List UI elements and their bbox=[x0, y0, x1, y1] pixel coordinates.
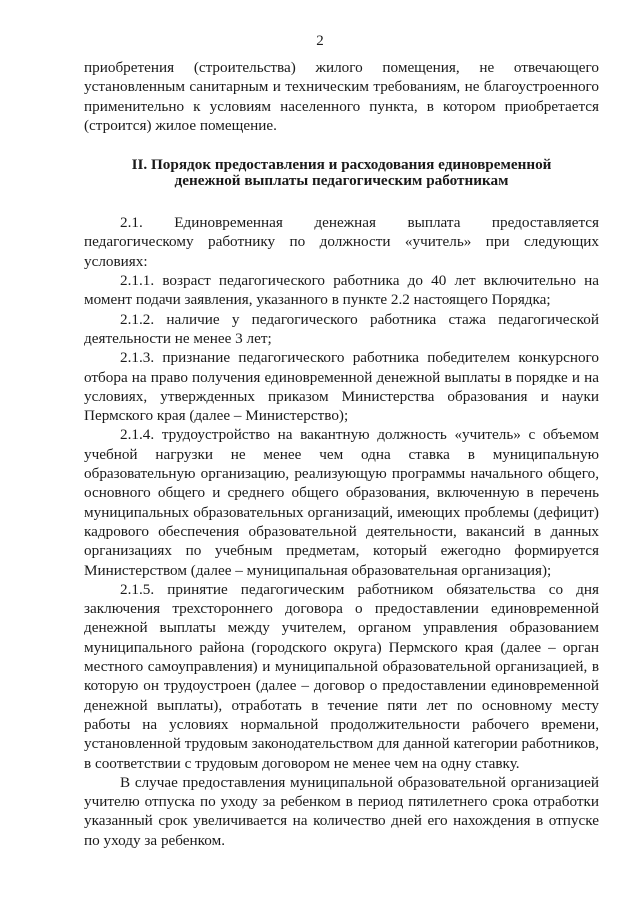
paragraph-2-1-4: 2.1.4. трудоустройство на вакантную должность «учитель» с объемом учебной нагрузки не менее чем одна ставка в муниципальную образовательную организацию, реализующую программы начального общего, основного общего и среднего общего образования, включенную в перечень муниципальных образовательных организаций, имеющих проблемы (дефицит) кадрового обеспечения образовательной деятельности, вакансий в данных организациях по учебным предметам, который ежегодно формируется Министерством (далее – муниципальная образовательная организация); bbox=[84, 426, 599, 579]
paragraph-2-1-3: 2.1.3. признание педагогического работника победителем конкурсного отбора на право получения единовременной денежной выплаты в порядке и на условиях, утвержденных приказом Министерства образования и науки Пермского края (далее – Министерство); bbox=[84, 349, 599, 425]
section-heading-line-1: II. Порядок предоставления и расходования единовременной bbox=[131, 156, 552, 174]
page-number: 2 bbox=[316, 33, 324, 49]
paragraph-2-1: 2.1. Единовременная денежная выплата предоставляется педагогическому работнику по должности «учитель» при следующих условиях: bbox=[84, 214, 599, 270]
paragraph-maternity-leave: В случае предоставления муниципальной образовательной организацией учителю отпуска по уходу за ребенком в период пятилетнего срока отработки указанный срок увеличивается на количество дней его нахождения в отпуске по уходу за ребенком. bbox=[84, 773, 599, 849]
section-heading bbox=[84, 157, 599, 189]
paragraph-2-1-5: 2.1.5. принятие педагогическим работником обязательства со дня заключения трехстороннего договора о предоставлении единовременной денежной выплаты между учителем, органом управления образованием муниципального района (городского округа) Пермского края (далее – орган местного самоуправления) и муниципальной образовательной организацией, в которую он трудоустроен (далее – договор о предоставлении единовременной денежной выплаты), отработать в течение пяти лет по основному месту работы на условиях нормальной продолжительности рабочего времени, установленной трудовым законодательством для данной категории работников, в соответствии с трудовым договором не менее чем на одну ставку. bbox=[84, 580, 599, 772]
paragraph-2-1-1: 2.1.1. возраст педагогического работника до 40 лет включительно на момент подачи заявления, указанного в пункте 2.2 настоящего Порядка; bbox=[84, 272, 599, 309]
document-body bbox=[84, 58, 599, 850]
intro-paragraph: приобретения (строительства) жилого помещения, не отвечающего установленным санитарным и техническим требованиям, не благоустроенного применительно к условиям населенного пункта, в котором приобретается (строится) жилое помещение. bbox=[84, 59, 599, 134]
section-heading-line-2: денежной выплаты педагогическим работникам bbox=[174, 172, 509, 190]
paragraph-2-1-2: 2.1.2. наличие у педагогического работника стажа педагогической деятельности не менее 3 лет; bbox=[84, 310, 599, 347]
